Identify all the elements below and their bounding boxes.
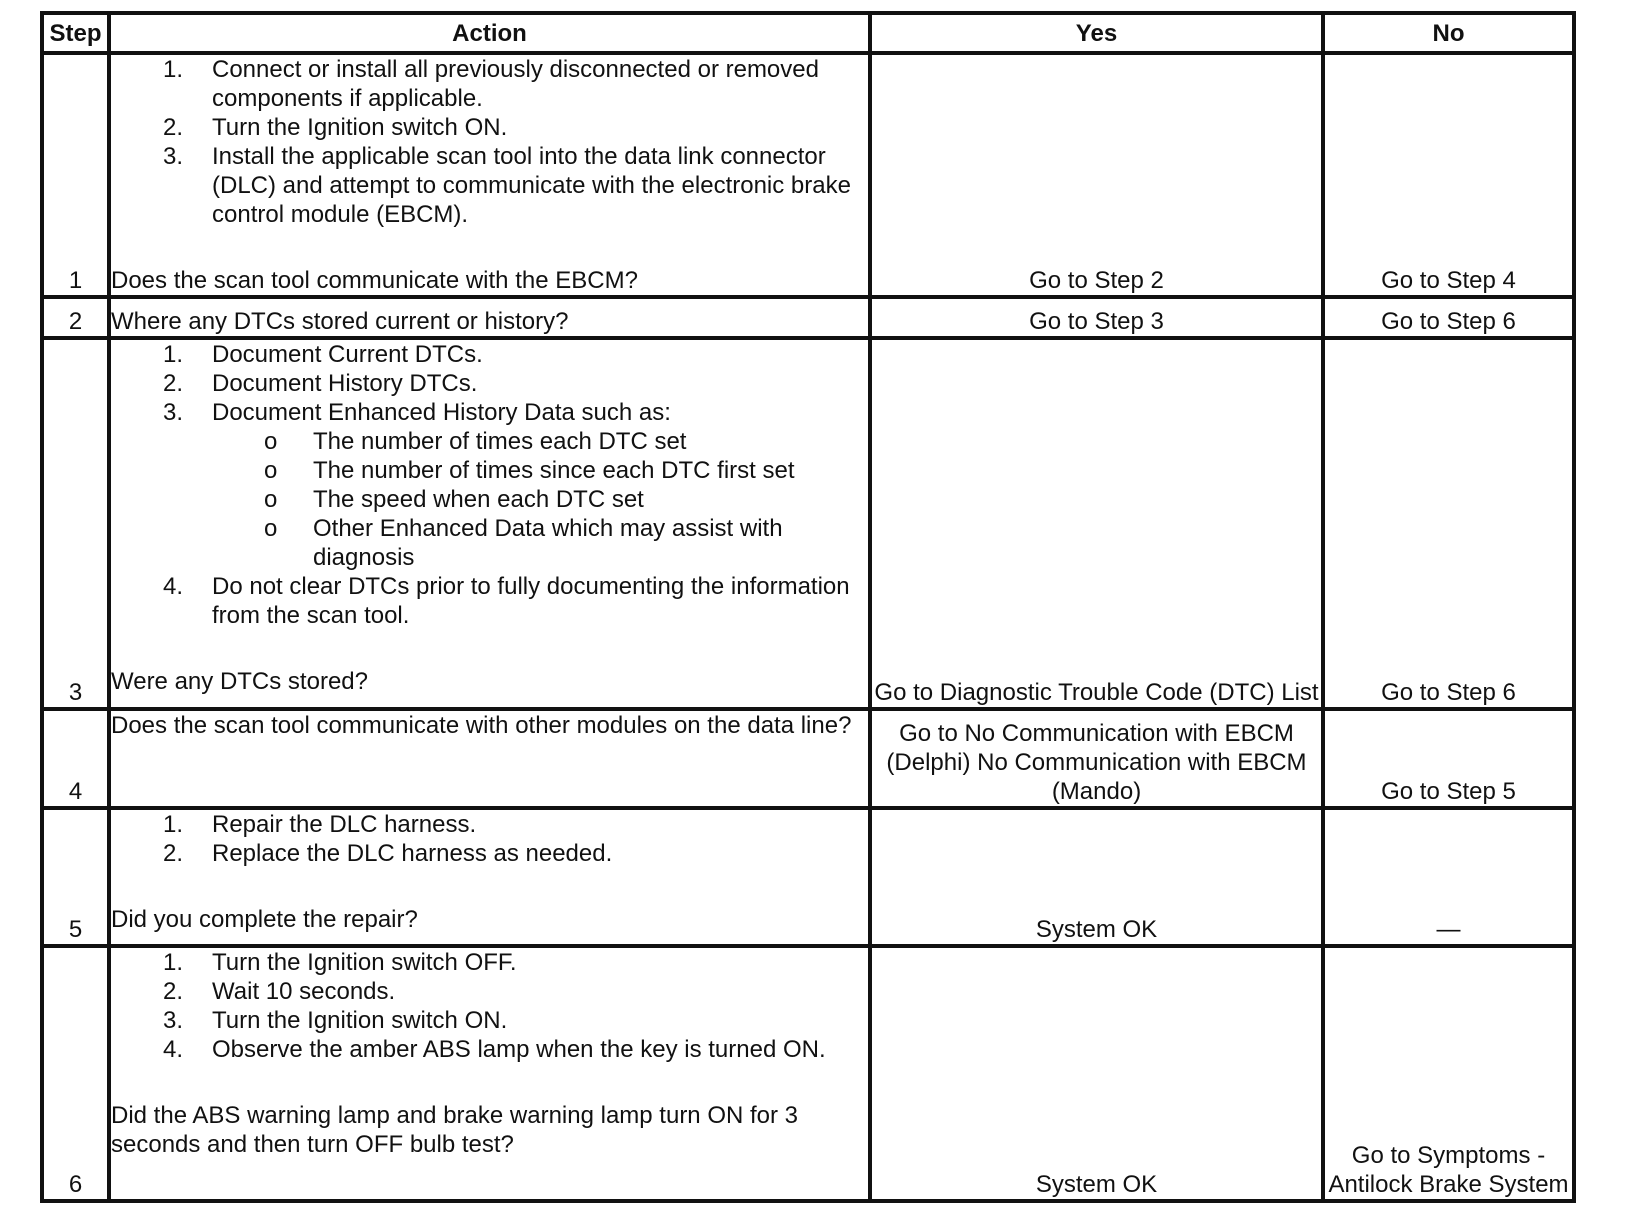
table-row (42, 297, 1574, 338)
item-text: Turn the Ignition switch ON. (212, 1007, 508, 1034)
list-item (111, 839, 868, 868)
action-cell (109, 297, 870, 338)
item-text: Observe the amber ABS lamp when the key is turned ON. (212, 1036, 826, 1063)
list-item (111, 398, 868, 572)
action-list (111, 948, 868, 1064)
action-cell (109, 808, 870, 946)
table-row (42, 808, 1574, 946)
sub-list (212, 427, 868, 572)
item-text: Do not clear DTCs prior to fully documenting the information from the scan tool. (212, 573, 850, 629)
question-text: Were any DTCs stored? (111, 668, 368, 695)
sub-item-text: The number of times since each DTC first set (313, 457, 795, 484)
sub-item-text: Other Enhanced Data which may assist with diagnosis (313, 515, 783, 571)
yes-cell: System OK (870, 946, 1323, 1201)
list-item (111, 1035, 868, 1064)
step-number: 5 (42, 808, 109, 946)
no-cell: Go to Step 6 (1323, 297, 1574, 338)
item-number: 2. (163, 370, 184, 397)
item-text: Document History DTCs. (212, 370, 478, 397)
list-item (111, 1006, 868, 1035)
table-row (42, 338, 1574, 709)
header-yes: Yes (870, 13, 1323, 53)
item-text: Install the applicable scan tool into the data link connector (DLC) and attempt to communicate with the electronic brake control module (EBCM). (212, 143, 851, 228)
table-row (42, 53, 1574, 297)
item-number: 2. (163, 978, 184, 1005)
no-cell: Go to Step 5 (1323, 709, 1574, 808)
list-item (111, 142, 868, 229)
item-number: 3. (163, 399, 184, 426)
item-text: Replace the DLC harness as needed. (212, 840, 613, 867)
action-cell (109, 53, 870, 297)
list-item (111, 55, 868, 113)
bullet-marker: o (264, 457, 278, 484)
bullet-marker: o (264, 428, 278, 455)
list-item (111, 948, 868, 977)
header-row (42, 13, 1574, 53)
item-number: 1. (163, 949, 184, 976)
yes-cell: Go to Step 3 (870, 297, 1323, 338)
item-text: Connect or install all previously disconnected or removed components if applicable. (212, 56, 819, 112)
question-text: Did you complete the repair? (111, 906, 418, 933)
action-list (111, 340, 868, 630)
action-list (111, 55, 868, 229)
item-number: 1. (163, 811, 184, 838)
item-number: 2. (163, 114, 184, 141)
item-number: 3. (163, 1007, 184, 1034)
list-item (111, 113, 868, 142)
question-text: Did the ABS warning lamp and brake warning lamp turn ON for 3 seconds and then turn OFF bulb test? (111, 1102, 799, 1158)
list-item (111, 977, 868, 1006)
no-cell: Go to Step 4 (1323, 53, 1574, 297)
yes-cell: Go to Diagnostic Trouble Code (DTC) List (870, 338, 1323, 709)
sub-list-item (212, 485, 868, 514)
list-item (111, 810, 868, 839)
item-number: 4. (163, 573, 184, 600)
step-number: 1 (42, 53, 109, 297)
header-action: Action (109, 13, 870, 53)
list-item (111, 369, 868, 398)
step-number: 2 (42, 297, 109, 338)
no-cell: Go to Symptoms - Antilock Brake System (1323, 946, 1574, 1201)
question-text: Where any DTCs stored current or history? (111, 308, 569, 335)
bullet-marker: o (264, 515, 278, 542)
sub-list-item (212, 427, 868, 456)
sub-list-item (212, 514, 868, 572)
list-item (111, 572, 868, 630)
item-text: Wait 10 seconds. (212, 978, 396, 1005)
sub-item-text: The number of times each DTC set (313, 428, 687, 455)
sub-item-text: The speed when each DTC set (313, 486, 644, 513)
table-row (42, 946, 1574, 1201)
item-text: Repair the DLC harness. (212, 811, 477, 838)
yes-cell: Go to No Communication with EBCM (Delphi) No Communication with EBCM (Mando) (870, 709, 1323, 808)
item-number: 3. (163, 143, 184, 170)
action-cell (109, 709, 870, 808)
item-number: 1. (163, 56, 184, 83)
item-text: Turn the Ignition switch ON. (212, 114, 508, 141)
table-row (42, 709, 1574, 808)
action-list (111, 810, 868, 868)
diagnostic-table (40, 11, 1576, 1203)
no-cell: — (1323, 808, 1574, 946)
item-number: 2. (163, 840, 184, 867)
item-text: Turn the Ignition switch OFF. (212, 949, 517, 976)
yes-cell: Go to Step 2 (870, 53, 1323, 297)
item-text: Document Enhanced History Data such as: (212, 399, 671, 426)
header-no: No (1323, 13, 1574, 53)
bullet-marker: o (264, 486, 278, 513)
sub-list-item (212, 456, 868, 485)
question-text: Does the scan tool communicate with other modules on the data line? (111, 712, 852, 739)
no-cell: Go to Step 6 (1323, 338, 1574, 709)
yes-cell: System OK (870, 808, 1323, 946)
action-cell (109, 338, 870, 709)
action-cell (109, 946, 870, 1201)
step-number: 3 (42, 338, 109, 709)
header-step: Step (42, 13, 109, 53)
item-number: 4. (163, 1036, 184, 1063)
item-number: 1. (163, 341, 184, 368)
step-number: 4 (42, 709, 109, 808)
item-text: Document Current DTCs. (212, 341, 483, 368)
list-item (111, 340, 868, 369)
question-text: Does the scan tool communicate with the EBCM? (111, 267, 638, 294)
step-number: 6 (42, 946, 109, 1201)
